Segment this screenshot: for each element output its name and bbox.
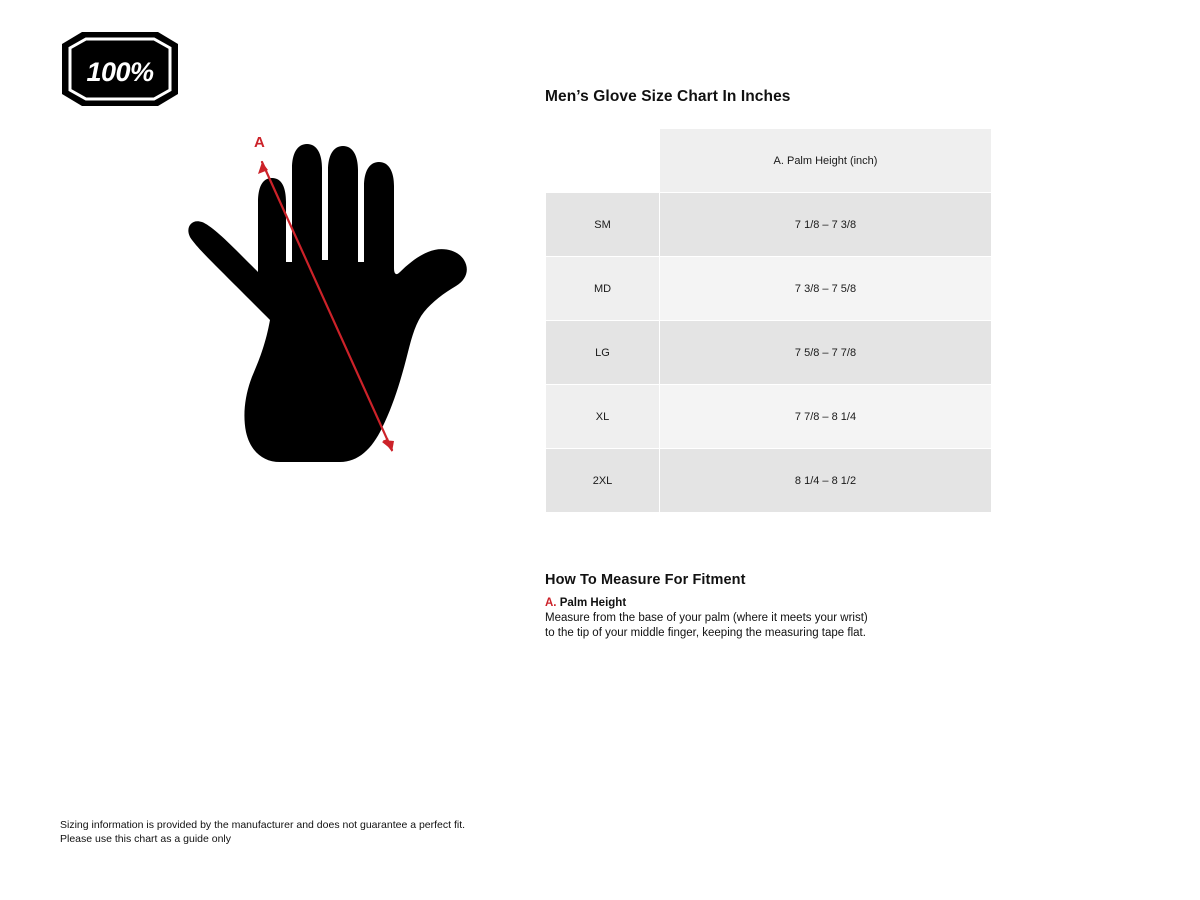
column-header-size bbox=[546, 129, 660, 193]
cell-palm-height: 7 3/8 – 7 5/8 bbox=[660, 257, 992, 321]
table-row bbox=[546, 385, 992, 449]
cell-size: SM bbox=[546, 193, 660, 257]
hand-diagram bbox=[150, 120, 530, 520]
table-row bbox=[546, 193, 992, 257]
cell-size: LG bbox=[546, 321, 660, 385]
footer-line-2: Please use this chart as a guide only bbox=[60, 833, 232, 845]
cell-palm-height: 8 1/4 – 8 1/2 bbox=[660, 449, 992, 513]
svg-text:100%: 100% bbox=[86, 57, 154, 87]
size-chart-section bbox=[545, 88, 1005, 513]
hundred-percent-logo bbox=[60, 30, 180, 108]
footer-disclaimer bbox=[60, 818, 660, 846]
measure-marker: A. bbox=[545, 597, 557, 609]
cell-palm-height: 7 5/8 – 7 7/8 bbox=[660, 321, 992, 385]
measure-label-a: A bbox=[254, 134, 266, 151]
table-row bbox=[546, 449, 992, 513]
table-row bbox=[546, 321, 992, 385]
hand-silhouette bbox=[188, 144, 466, 462]
how-to-measure-subtitle bbox=[545, 597, 875, 609]
table-header-row bbox=[546, 129, 992, 193]
cell-size: MD bbox=[546, 257, 660, 321]
column-header-palm-height: A. Palm Height (inch) bbox=[660, 129, 992, 193]
how-to-measure-body: Measure from the base of your palm (where it meets your wrist) to the tip of your middle finger, keeping the measuring tape flat. bbox=[545, 612, 868, 639]
table-row bbox=[546, 257, 992, 321]
size-chart-table bbox=[545, 128, 992, 513]
how-to-measure-section bbox=[545, 572, 875, 640]
cell-palm-height: 7 1/8 – 7 3/8 bbox=[660, 193, 992, 257]
page-title: Men’s Glove Size Chart In Inches bbox=[545, 88, 791, 105]
cell-size: XL bbox=[546, 385, 660, 449]
how-to-measure-title: How To Measure For Fitment bbox=[545, 572, 746, 588]
measure-subtitle-text: Palm Height bbox=[556, 597, 627, 609]
cell-size: 2XL bbox=[546, 449, 660, 513]
cell-palm-height: 7 7/8 – 8 1/4 bbox=[660, 385, 992, 449]
footer-line-1: Sizing information is provided by the manufacturer and does not guarantee a perfect fit. bbox=[60, 819, 466, 831]
